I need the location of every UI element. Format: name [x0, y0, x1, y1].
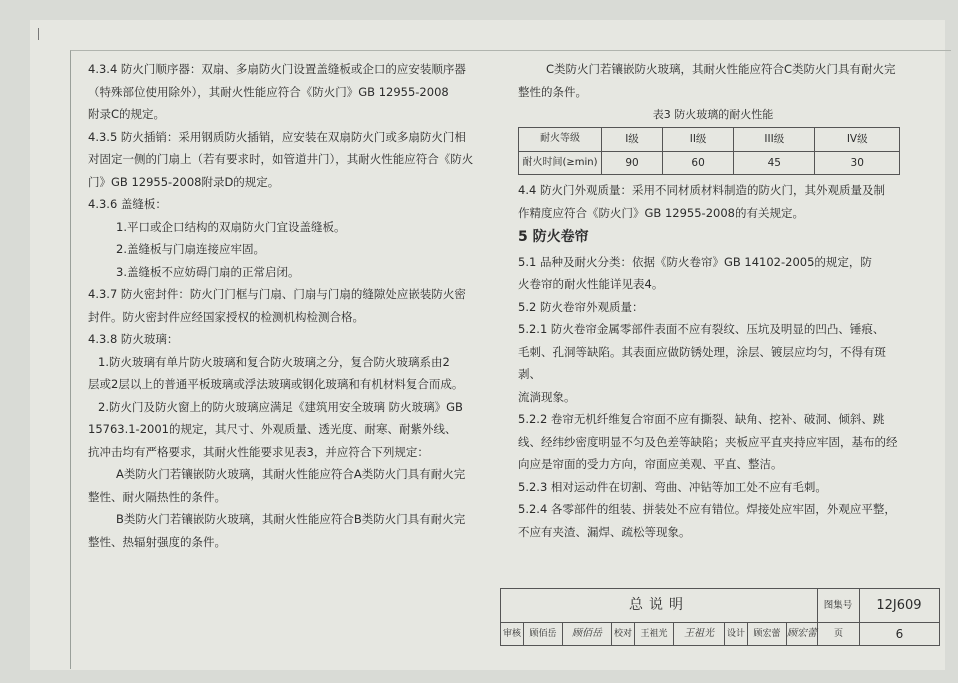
- right-bottom-paragraphs: [518, 179, 908, 543]
- title-block: [500, 588, 940, 646]
- signature-row: [501, 623, 939, 645]
- table-cell: 耐火等级: [519, 128, 602, 152]
- text-line: 整性的条件。: [518, 84, 587, 99]
- text-line: 附录C的规定。: [88, 107, 166, 121]
- text-line: 5.1 品种及耐火分类：依据《防火卷帘》GB 14102-2005的规定，防: [518, 254, 872, 269]
- page-number: 6: [895, 627, 904, 641]
- text-line: 5.2.1 防火卷帘金属零部件表面不应有裂纹、压坑及明显的凹凸、锤痕、: [518, 322, 885, 336]
- text-line: 流淌现象。: [518, 389, 576, 404]
- text-line: 4.3.7 防火密封件：防火门门框与门扇、门扇与门扇的缝隙处应嵌装防火密: [88, 287, 466, 301]
- text-line: （特殊部位使用除外），其耐火性能应符合《防火门》GB 12955-2008: [88, 84, 449, 99]
- reviewer-signature: 顾佰岳: [563, 623, 612, 645]
- designer-name: 顾宏蕾: [748, 623, 787, 645]
- atlas-label: 图集号: [817, 589, 860, 622]
- table-cell: 耐火时间(≥min): [519, 151, 602, 175]
- checker-signature: 王祖光: [674, 623, 725, 645]
- text-line: 2.盖缝板与门扇连接应牢固。: [116, 242, 265, 256]
- text-line: 抗冲击均有严格要求，其耐火性能要求见表3，并应符合下列规定：: [88, 444, 429, 459]
- text-line: 层或2层以上的普通平板玻璃或浮法玻璃或钢化玻璃和有机材料复合而成。: [88, 377, 464, 391]
- text-line: 门》GB 12955-2008附录D的规定。: [88, 174, 280, 189]
- table-header-row: [519, 128, 900, 152]
- text-line: 5.2.2 卷帘无机纤维复合帘面不应有撕裂、缺角、挖补、破洞、倾斜、跳: [518, 412, 885, 426]
- review-label: 审核: [501, 623, 524, 645]
- page-label: 页: [818, 623, 860, 645]
- text-line: 2.防火门及防火窗上的防火玻璃应满足《建筑用安全玻璃 防火玻璃》GB: [98, 399, 463, 414]
- text-line: 作精度应符合《防火门》GB 12955-2008的有关规定。: [518, 205, 804, 220]
- text-line: 5.2.3 相对运动件在切割、弯曲、冲钻等加工处不应有毛刺。: [518, 479, 827, 494]
- table-cell: 45: [734, 151, 815, 175]
- text-line: 线、经纬纱密度明显不匀及色差等缺陷；夹板应平直夹持应牢固，基布的经: [518, 434, 898, 449]
- text-line: 1.防火玻璃有单片防火玻璃和复合防火玻璃之分，复合防火玻璃系由2: [98, 354, 450, 369]
- text-line: 1.平口或企口结构的双扇防火门宜设盖缝板。: [116, 219, 346, 234]
- table-cell: IV级: [815, 128, 900, 152]
- text-line: 整性、热辐射强度的条件。: [88, 534, 226, 549]
- design-label: 设计: [725, 623, 748, 645]
- table-cell: I级: [602, 128, 663, 152]
- text-line: 对固定一侧的门扇上（若有要求时，如管道井门），其耐火性能应符合《防火: [88, 152, 474, 166]
- table-row: [519, 151, 900, 175]
- text-line: 3.盖缝板不应妨碍门扇的正常启闭。: [116, 264, 300, 279]
- table-cell: 30: [815, 151, 900, 175]
- table-cell: 60: [663, 151, 734, 175]
- text-line: 4.4 防火门外观质量：采用不同材质材料制造的防火门，其外观质量及制: [518, 183, 885, 197]
- text-line: 5.2 防火卷帘外观质量：: [518, 299, 644, 314]
- fire-glass-table: [518, 127, 900, 175]
- table-cell: III级: [734, 128, 815, 152]
- text-line: 5.2.4 各零部件的组装、拼装处不应有错位。焊接处应牢固，外观应平整，: [518, 502, 896, 516]
- text-line: 毛刺、孔洞等缺陷。其表面应做防锈处理，涂层、镀层应均匀，不得有斑剥、: [518, 344, 886, 381]
- table-cell: II级: [663, 128, 734, 152]
- text-line: 向应是帘面的受力方向，帘面应美观、平直、整洁。: [518, 457, 783, 471]
- table-caption: 表3 防火玻璃的耐火性能: [652, 108, 774, 121]
- text-line: B类防火门若镶嵌防火玻璃，其耐火性能应符合B类防火门具有耐火完: [116, 512, 466, 526]
- right-top-paragraphs: [518, 58, 908, 103]
- text-line: 4.3.4 防火门顺序器：双扇、多扇防火门设置盖缝板或企口的应安装顺序器: [88, 62, 466, 76]
- atlas-number: 12J609: [876, 598, 922, 613]
- text-line: C类防火门若镶嵌防火玻璃，其耐火性能应符合C类防火门具有耐火完: [546, 62, 896, 76]
- designer-signature: 顾宏蕾: [787, 623, 818, 645]
- text-line: 4.3.6 盖缝板：: [88, 197, 167, 211]
- text-line: A类防火门若镶嵌防火玻璃，其耐火性能应符合A类防火门具有耐火完: [116, 467, 466, 481]
- text-line: 火卷帘的耐火性能详见表4。: [518, 277, 664, 291]
- title-block-top-row: [501, 589, 939, 623]
- checker-name: 王祖光: [635, 623, 674, 645]
- text-line: 4.3.5 防火插销：采用钢质防火插销，应安装在双扇防火门或多扇防火门相: [88, 129, 466, 144]
- text-line: 4.3.8 防火玻璃：: [88, 332, 179, 346]
- check-label: 校对: [612, 623, 635, 645]
- text-line: 15763.1-2001的规定，其尺寸、外观质量、透光度、耐寒、耐紫外线、: [88, 422, 457, 436]
- text-line: 封件。防火密封件应经国家授权的检测机构检测合格。: [88, 309, 364, 324]
- corner-mark: [38, 28, 47, 40]
- text-line: 不应有夹渣、漏焊、疏松等现象。: [518, 524, 691, 539]
- text-line: 整性、耐火隔热性的条件。: [88, 489, 226, 504]
- sheet-title: 总说明: [501, 589, 818, 622]
- section-heading: 5 防火卷帘: [518, 229, 589, 245]
- right-column: [518, 58, 908, 543]
- table-cell: 90: [602, 151, 663, 175]
- reviewer-name: 顾佰岳: [524, 623, 563, 645]
- left-column: [88, 58, 483, 553]
